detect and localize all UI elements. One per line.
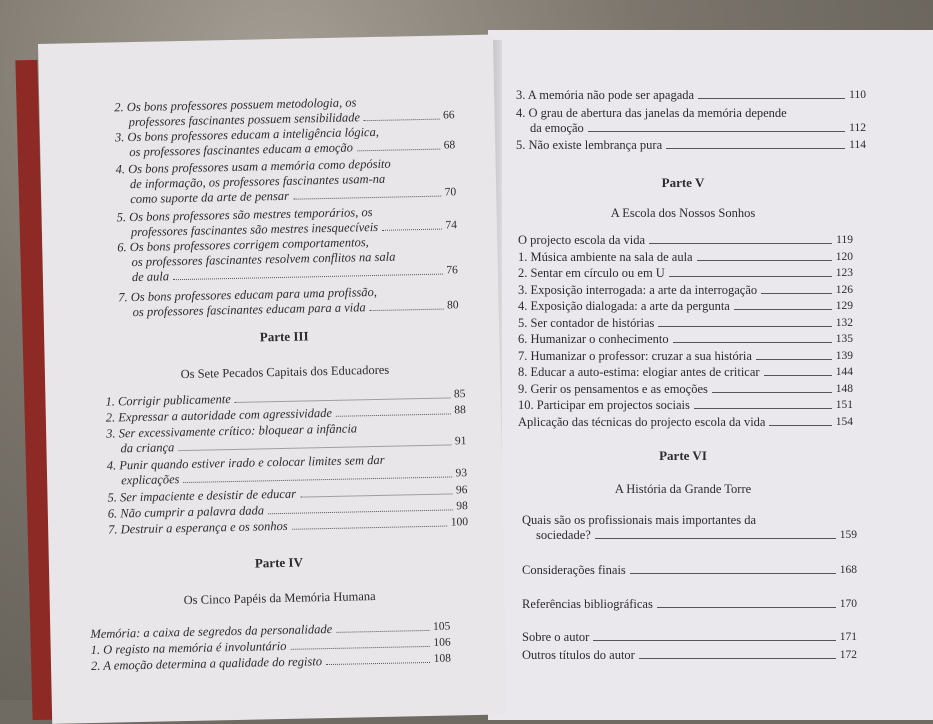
toc-entry bbox=[516, 106, 866, 136]
toc-entry bbox=[522, 630, 857, 645]
toc-entry bbox=[518, 283, 853, 298]
toc-entry-title: 7. Os bons professores educam para uma profissão, bbox=[118, 284, 378, 305]
toc-entry bbox=[118, 283, 459, 320]
leader-line bbox=[649, 243, 832, 244]
leader-line bbox=[290, 646, 429, 650]
part-heading: Parte III bbox=[259, 328, 309, 345]
toc-entry-title: Sobre o autor bbox=[522, 630, 590, 644]
page-number: 114 bbox=[849, 139, 866, 151]
toc-entry-title: 4. Exposição dialogada: a arte da pergunta bbox=[518, 299, 730, 313]
toc-entry bbox=[518, 415, 853, 430]
page-number: 168 bbox=[839, 564, 857, 576]
leader-line bbox=[364, 119, 439, 122]
page-number: 170 bbox=[839, 598, 857, 610]
page-number: 91 bbox=[454, 435, 467, 448]
leader-line bbox=[697, 260, 832, 261]
page-number: 98 bbox=[456, 500, 468, 513]
toc-entry-title: 4. Os bons professores usam a memória como depósito bbox=[115, 156, 391, 177]
page-number: 171 bbox=[839, 631, 857, 643]
right-page bbox=[488, 30, 933, 720]
leader-line bbox=[734, 309, 832, 310]
toc-entry-title: Considerações finais bbox=[522, 563, 626, 577]
page-number: 139 bbox=[835, 349, 853, 362]
page-number: 123 bbox=[835, 267, 853, 279]
toc-entry bbox=[516, 88, 866, 103]
toc-entry bbox=[522, 648, 857, 663]
leader-line bbox=[357, 149, 440, 152]
page-number: 74 bbox=[445, 219, 458, 232]
toc-entry-title: 1. Corrigir publicamente bbox=[105, 392, 231, 409]
toc-entry bbox=[518, 365, 853, 380]
toc-entry bbox=[518, 349, 853, 364]
toc-entry-title: sociedade? bbox=[536, 528, 591, 542]
toc-entry-title: professores fascinantes são mestres inesquecíveis bbox=[130, 219, 379, 240]
leader-line bbox=[756, 359, 832, 360]
leader-line bbox=[336, 630, 429, 633]
toc-entry-title: 1. O registo na memória é involuntário bbox=[90, 638, 287, 658]
page-number: 66 bbox=[442, 109, 455, 122]
toc-entry-title: 2. Sentar em círculo ou em U bbox=[518, 266, 665, 280]
toc-entry bbox=[518, 299, 853, 314]
toc-entry-title: Quais são os profissionais mais importantes da bbox=[522, 513, 756, 527]
part-title: Os Cinco Papéis da Memória Humana bbox=[183, 589, 376, 608]
toc-entry bbox=[522, 513, 857, 543]
toc-entry-title: 2. Expressar a autoridade com agressividade bbox=[105, 405, 333, 425]
toc-entry bbox=[518, 332, 853, 347]
toc-entry-title: explicações bbox=[121, 472, 180, 488]
toc-entry bbox=[106, 419, 467, 457]
part-heading: Parte VI bbox=[659, 448, 707, 463]
toc-entry-title: como suporte da arte de pensar bbox=[130, 188, 290, 207]
toc-entry-title: 3. Os bons professores educam a inteligência lógica, bbox=[114, 124, 380, 145]
toc-entry bbox=[115, 155, 456, 207]
toc-entry-title: 8. Educar a auto-estima: elogiar antes de criticar bbox=[518, 365, 760, 379]
leader-line bbox=[712, 392, 832, 393]
page-number: 129 bbox=[835, 300, 853, 312]
leader-line bbox=[669, 276, 832, 277]
toc-entry-title: 3. Exposição interrogada: a arte da interrogação bbox=[518, 282, 758, 297]
leader-line bbox=[769, 425, 831, 426]
part-title: A Escola dos Nossos Sonhos bbox=[610, 206, 756, 220]
leader-line bbox=[658, 326, 831, 327]
toc-entry-title: 7. Destruir a esperança e os sonhos bbox=[108, 518, 288, 537]
toc-entry bbox=[518, 316, 853, 331]
leader-line bbox=[698, 98, 845, 99]
toc-entry-title: 1. Música ambiente na sala de aula bbox=[518, 249, 693, 264]
toc-entry-title: os professores fascinantes educam a emoção bbox=[129, 140, 354, 160]
page-number: 110 bbox=[849, 89, 866, 101]
leader-line bbox=[595, 538, 836, 539]
toc-entry-title: 2. A emoção determina a qualidade do registo bbox=[90, 654, 323, 674]
page-number: 135 bbox=[835, 333, 853, 345]
page-number: 120 bbox=[835, 250, 853, 263]
page-number: 105 bbox=[432, 620, 451, 633]
toc-entry-title: de informação, os professores fascinantes usam-na bbox=[129, 171, 386, 192]
toc-entry-title: 3. A memória não pode ser apagada bbox=[516, 88, 695, 102]
page-number: 132 bbox=[835, 316, 853, 329]
leader-line bbox=[326, 662, 430, 665]
toc-entry bbox=[518, 398, 853, 413]
leader-line bbox=[268, 509, 452, 514]
leader-line bbox=[382, 229, 441, 231]
toc-entry-title: 5. Os bons professores são mestres temporários, os bbox=[116, 205, 373, 225]
toc-entry-title: de aula bbox=[131, 269, 170, 285]
toc-entry-title: 5. Ser impaciente e desistir de educar bbox=[107, 486, 297, 505]
leader-line bbox=[300, 493, 452, 497]
leader-line bbox=[178, 444, 451, 451]
page-number: 108 bbox=[433, 652, 452, 665]
leader-line bbox=[293, 196, 441, 200]
toc-entry-title: 6. Não cumprir a palavra dada bbox=[107, 503, 265, 521]
toc-entry bbox=[117, 233, 458, 285]
toc-entry bbox=[107, 451, 468, 489]
leader-line bbox=[761, 293, 832, 294]
toc-entry-title: O projecto escola da vida bbox=[518, 233, 646, 247]
leader-line bbox=[173, 274, 442, 281]
toc-entry bbox=[516, 138, 866, 153]
leader-line bbox=[657, 607, 836, 608]
toc-entry-title: da criança bbox=[120, 440, 175, 456]
page-number: 112 bbox=[849, 122, 866, 134]
page-number: 159 bbox=[839, 529, 857, 541]
page-number: 172 bbox=[839, 649, 857, 661]
page-number: 70 bbox=[444, 186, 457, 199]
toc-entry-title: 6. Os bons professores corrigem comportamentos, bbox=[117, 235, 369, 255]
part-title: Os Sete Pecados Capitais dos Educadores bbox=[180, 362, 390, 382]
leader-line bbox=[588, 131, 845, 132]
toc-entry-title: 4. O grau de abertura das janelas da memória depende bbox=[516, 106, 787, 120]
toc-entry bbox=[518, 382, 853, 397]
leader-line bbox=[639, 658, 836, 659]
toc-entry-title: Outros títulos do autor bbox=[522, 648, 635, 662]
toc-entry bbox=[518, 266, 853, 281]
page-number: 106 bbox=[433, 636, 451, 649]
leader-line bbox=[593, 640, 835, 641]
toc-entry-title: Memória: a caixa de segredos da personalidade bbox=[90, 621, 333, 642]
toc-entry-title: da emoção bbox=[530, 121, 584, 135]
page-number: 85 bbox=[453, 388, 466, 401]
page-number: 148 bbox=[835, 382, 853, 395]
toc-entry-title: 7. Humanizar o professor: cruzar a sua história bbox=[518, 348, 752, 363]
leader-line bbox=[235, 397, 450, 403]
toc-entry-title: Aplicação das técnicas do projecto escola da vida bbox=[518, 414, 766, 429]
toc-entry-title: 5. Não existe lembrança pura bbox=[516, 138, 663, 152]
leader-line bbox=[336, 413, 450, 416]
page-number: 88 bbox=[454, 404, 466, 417]
toc-entry-title: os professores fascinantes resolvem conflitos na sala bbox=[131, 249, 396, 270]
page-number: 126 bbox=[835, 283, 853, 296]
toc-entry bbox=[115, 123, 456, 160]
page-number: 76 bbox=[446, 264, 458, 277]
toc-entry-title: 5. Ser contador de histórias bbox=[518, 315, 655, 330]
leader-line bbox=[666, 148, 845, 149]
page-number: 154 bbox=[835, 415, 853, 428]
part-heading: Parte V bbox=[661, 175, 705, 190]
leader-line bbox=[630, 573, 836, 574]
leader-line bbox=[184, 476, 452, 483]
page-number: 96 bbox=[455, 484, 468, 497]
leader-line bbox=[292, 526, 447, 530]
toc-entry-title: 6. Humanizar o conhecimento bbox=[518, 332, 669, 346]
part-title: A História da Grande Torre bbox=[614, 482, 752, 496]
page-number: 151 bbox=[835, 399, 853, 411]
leader-line bbox=[673, 342, 832, 343]
toc-entry bbox=[518, 233, 853, 248]
toc-entry-title: 4. Punir quando estiver irado e colocar limites sem dar bbox=[106, 452, 385, 473]
toc-entry-title: Referências bibliográficas bbox=[522, 597, 653, 611]
page-number: 144 bbox=[835, 366, 853, 378]
left-page bbox=[38, 34, 507, 723]
toc-entry bbox=[522, 563, 857, 578]
page-number: 93 bbox=[455, 467, 468, 480]
toc-entry-title: 9. Gerir os pensamentos e as emoções bbox=[518, 381, 708, 396]
toc-entry-title: 2. Os bons professores possuem metodologia, os bbox=[114, 95, 357, 115]
leader-line bbox=[694, 408, 832, 409]
toc-entry-title: os professores fascinantes educam para a vida bbox=[132, 300, 366, 320]
toc-entry-title: 10. Participar em projectos sociais bbox=[518, 398, 690, 412]
toc-entry bbox=[518, 250, 853, 265]
leader-line bbox=[764, 375, 832, 376]
toc-entry-title: professores fascinantes possuem sensibilidade bbox=[128, 110, 361, 130]
toc-entry bbox=[522, 597, 857, 612]
page-number: 68 bbox=[443, 139, 456, 152]
toc-entry-title: 3. Ser excessivamente crítico: bloquear a infância bbox=[106, 421, 358, 441]
page-number: 119 bbox=[836, 234, 853, 246]
page-number: 100 bbox=[450, 516, 469, 529]
page-number: 80 bbox=[446, 299, 459, 312]
part-heading: Parte IV bbox=[254, 554, 304, 571]
leader-line bbox=[370, 309, 443, 312]
